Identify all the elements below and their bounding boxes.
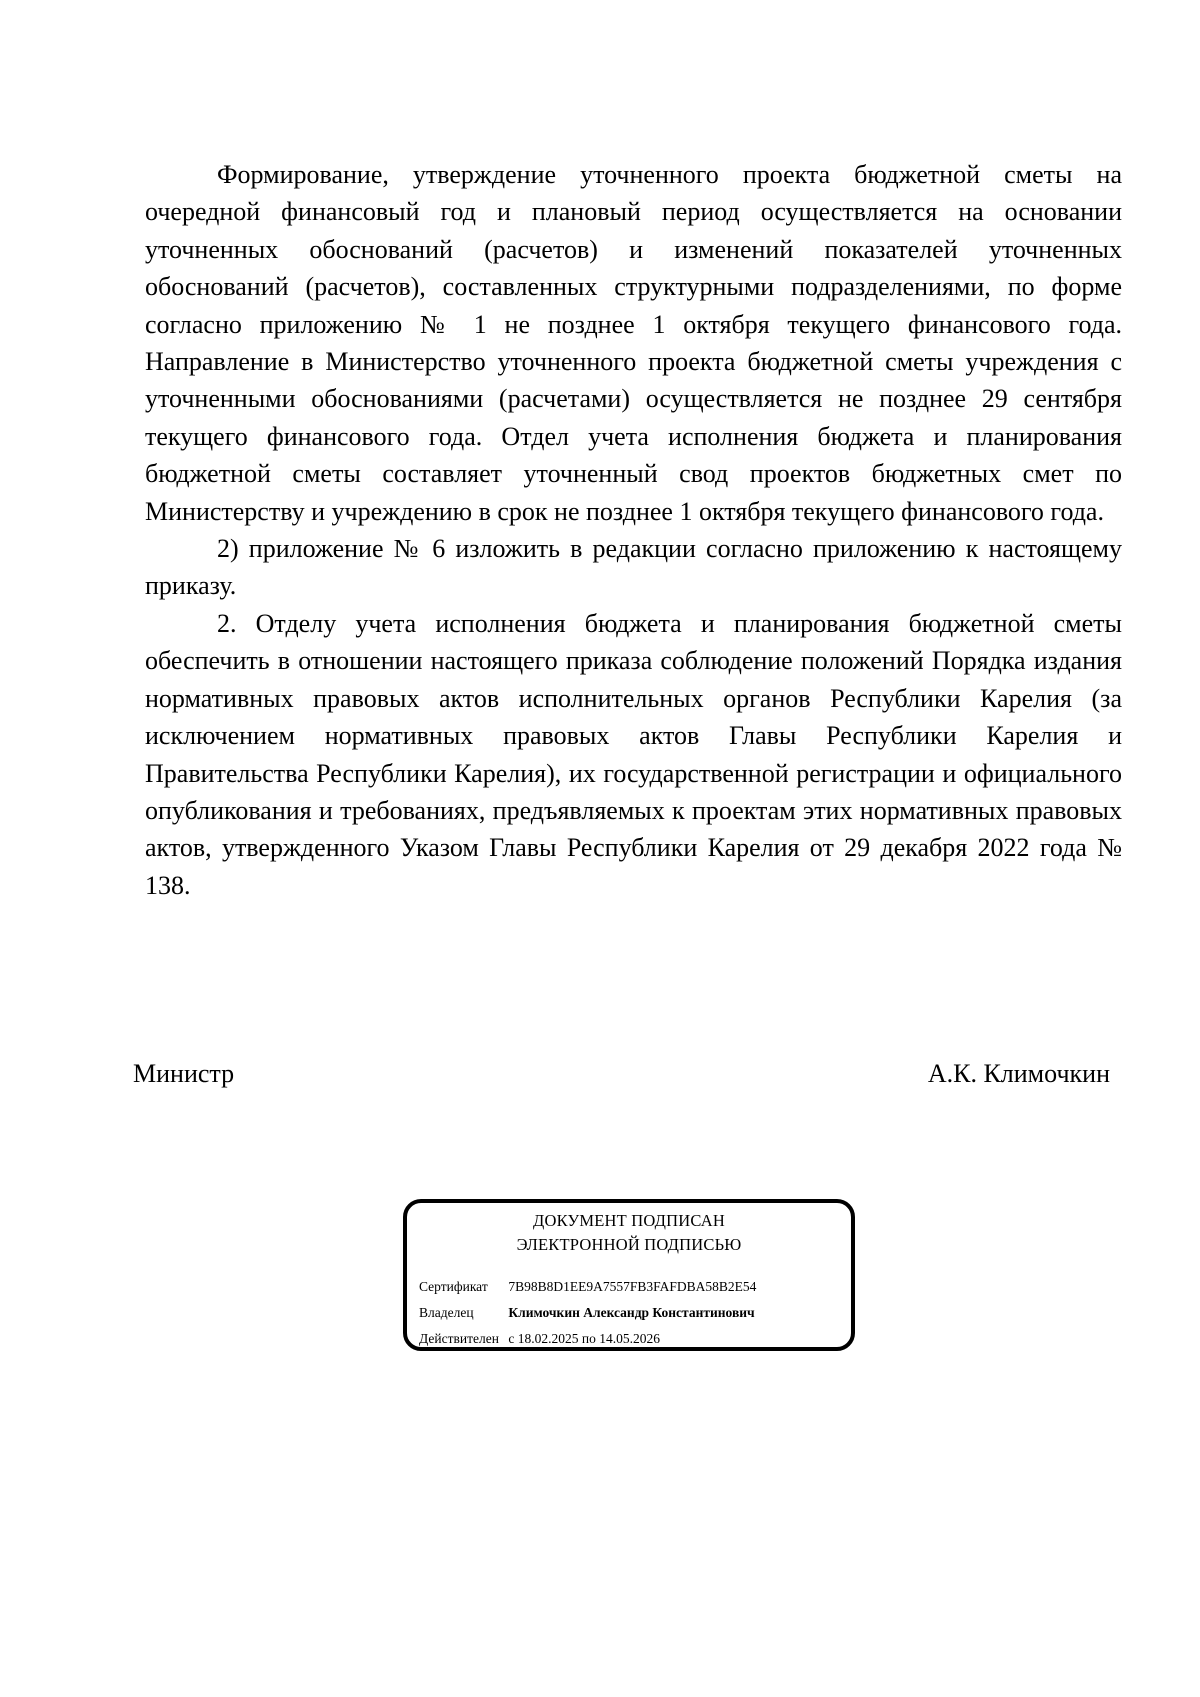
owner-value: Климочкин Александр Константинович (508, 1305, 755, 1320)
paragraph-appendix-6: 2) приложение № 6 изложить в редакции согласно приложению к настоящему приказу. (145, 534, 1122, 601)
stamp-title-line-1: ДОКУМЕНТ ПОДПИСАН (533, 1211, 725, 1230)
certificate-label: Сертификат (419, 1279, 488, 1294)
signatory-position: Министр (133, 1059, 235, 1088)
paragraph-item-2: 2. Отделу учета исполнения бюджета и планирования бюджетной сметы обеспечить в отношении настоящего приказа соблюдение положений Порядка издания нормативных правовых актов исполнительных органов Республики Карелия (за исключением нормативных правовых актов Главы Республики Карелия и Правительства Республики Карелия), их государственной регистрации и официального опубликования и требованиях, предъявляемых к проектам этих нормативных правовых актов, утвержденного Указом Главы Республики Карелия от 29 декабря 2022 года № 138. (145, 608, 1122, 900)
document-body (145, 156, 1122, 904)
signatory-name: А.К. Климочкин (927, 1059, 1110, 1088)
stamp-certificate-row (419, 1277, 756, 1297)
certificate-value: 7B98B8D1EE9A7557FB3FAFDBA58B2E54 (508, 1279, 757, 1294)
validity-label: Действителен (419, 1331, 499, 1346)
paragraph-budget-estimate: Формирование, утверждение уточненного проекта бюджетной сметы на очередной финансовый год и плановый период осуществляется на основании уточненных обоснований (расчетов) и изменений показателей уточненных обоснований (расчетов), составленных структурными подразделениями, по форме согласно приложению № 1 не позднее 1 октября текущего финансового года. Направление в Министерство уточненного проекта бюджетной сметы учреждения с уточненными обоснованиями (расчетами) осуществляется не позднее 29 сентября текущего финансового года. Отдел учета исполнения бюджета и планирования бюджетной сметы составляет уточненный свод проектов бюджетных смет по Министерству и учреждению в срок не позднее 1 октября текущего финансового года. (145, 160, 1122, 526)
owner-label: Владелец (419, 1305, 474, 1320)
stamp-title-line-2: ЭЛЕКТРОННОЙ ПОДПИСЬЮ (516, 1235, 742, 1254)
validity-value: с 18.02.2025 по 14.05.2026 (508, 1331, 660, 1346)
stamp-validity-row (419, 1329, 660, 1349)
stamp-owner-row (419, 1303, 755, 1323)
electronic-signature-stamp (403, 1199, 855, 1351)
